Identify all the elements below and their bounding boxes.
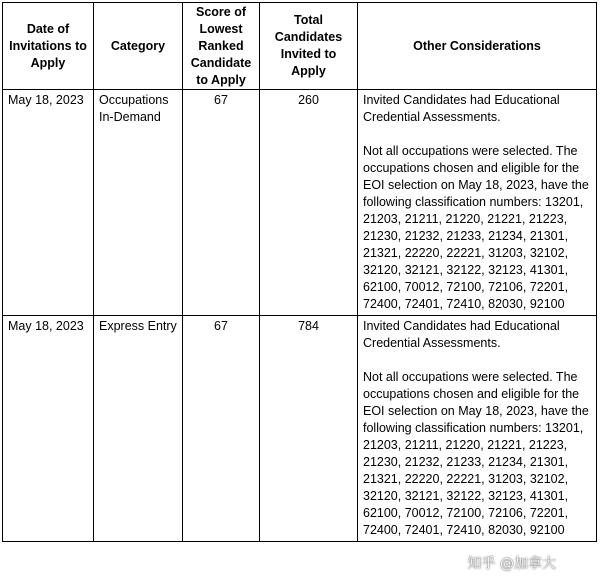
note-credentials: Invited Candidates had Educational Credential Assessments. [363,93,560,124]
row-total: 784 [260,316,358,542]
watermark: 知乎 @加拿大 [467,556,556,572]
header-total: Total Candidates Invited to Apply [260,3,358,90]
table-row [3,316,597,542]
row-score: 67 [183,316,260,542]
row-category: Express Entry [94,316,183,542]
header-date: Date of Invitations to Apply [3,3,94,90]
row-total: 260 [260,90,358,316]
row-other-considerations [358,90,597,316]
table-row [3,90,597,316]
header-score: Score of Lowest Ranked Candidate to Apply [183,3,260,90]
header-row [3,3,597,90]
note-occupations: Not all occupations were selected. The occupations chosen and eligible for the EOI selection on May 18, 2023, have the following classification numbers: 13201, 21203, 21211, 21220, 21221, 21223, 21230, 21232, 21233, 21234, 21301, 21321, 22220, 22221, 31203, 32102, 32120, 32121, 32122, 32123, 41301, 62100, 70012, 72100, 72106, 72201, 72400, 72401, 72410, 82030, 92100 [363,144,589,311]
row-category: Occupations In-Demand [94,90,183,316]
note-occupations: Not all occupations were selected. The occupations chosen and eligible for the EOI selection on May 18, 2023, have the following classification numbers: 13201, 21203, 21211, 21220, 21221, 21223, 21230, 21232, 21233, 21234, 21301, 21321, 22220, 22221, 31203, 32102, 32120, 32121, 32122, 32123, 41301, 62100, 70012, 72100, 72106, 72201, 72400, 72401, 72410, 82030, 92100 [363,370,589,537]
note-credentials: Invited Candidates had Educational Credential Assessments. [363,319,560,350]
row-score: 67 [183,90,260,316]
header-other: Other Considerations [358,3,597,90]
row-date: May 18, 2023 [3,316,94,542]
row-other-considerations [358,316,597,542]
row-date: May 18, 2023 [3,90,94,316]
eoi-results-table [2,2,597,542]
header-category: Category [94,3,183,90]
